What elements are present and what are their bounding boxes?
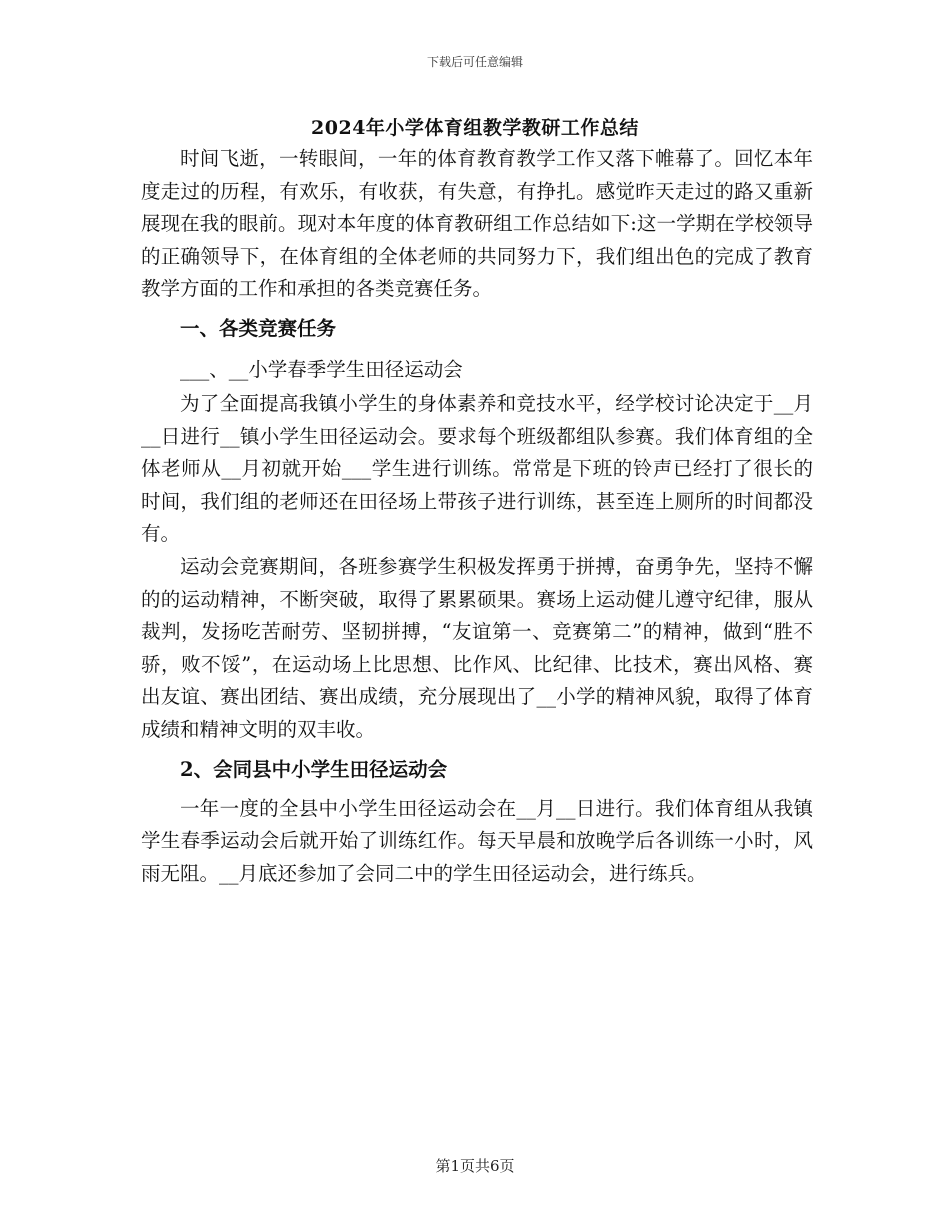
page-header-note: 下载后可任意编辑 [426,55,523,69]
document-title: 2024年小学体育组教学教研工作总结 [311,117,639,139]
section-heading-county-meet: 2、会同县中小学生田径运动会 [180,757,448,781]
intro-paragraph: 时间飞逝，一转眼间，一年的体育教育教学工作又落下帷幕了。回忆本年度走过的历程，有欢乐，有收获，有失意，有挣扎。感觉昨天走过的路又重新展现在我的眼前。现对本年度的体育教研组工作总结如下:这一学期在学校领导的正确领导下，在体育组的全体老师的共同努力下，我们组出色的完成了教育教学方面的工作和承担的各类竞赛任务。 [141,147,813,301]
spring-meet-paragraph: 为了全面提高我镇小学生的身体素养和竞技水平，经学校讨论决定于__月__日进行__镇小学生田径运动会。要求每个班级都组队参赛。我们体育组的全体老师从__月初就开始___学生进行训练。常常是下班的铃声已经打了很长的时间，我们组的老师还在田径场上带孩子进行训练，甚至连上厕所的时间都没有。 [141,391,813,546]
section-heading-competitions: 一、各类竞赛任务 [180,316,337,340]
county-meet-paragraph: 一年一度的全县中小学生田径运动会在__月__日进行。我们体育组从我镇学生春季运动会后就开始了训练红作。每天早晨和放晚学后各训练一小时，风雨无阻。__月底还参加了会同二中的学生田径运动会，进行练兵。 [141,796,813,885]
document-body [141,143,813,890]
subsection-heading-spring-meet: ___、__小学春季学生田径运动会 [180,357,463,381]
competition-period-paragraph: 运动会竞赛期间，各班参赛学生积极发挥勇于拼搏，奋勇争先，坚持不懈的的运动精神，不断突破，取得了累累硕果。赛场上运动健儿遵守纪律，服从裁判，发扬吃苦耐劳、坚韧拼搏，“友谊第一、竞赛第二”的精神，做到“胜不骄，败不馁”，在运动场上比思想、比作风、比纪律、比技术，赛出风格、赛出友谊、赛出团结、赛出成绩，充分展现出了__小学的精神风貌，取得了体育成绩和精神文明的双丰收。 [141,554,813,741]
page-number: 第1页共6页 [435,1157,515,1175]
